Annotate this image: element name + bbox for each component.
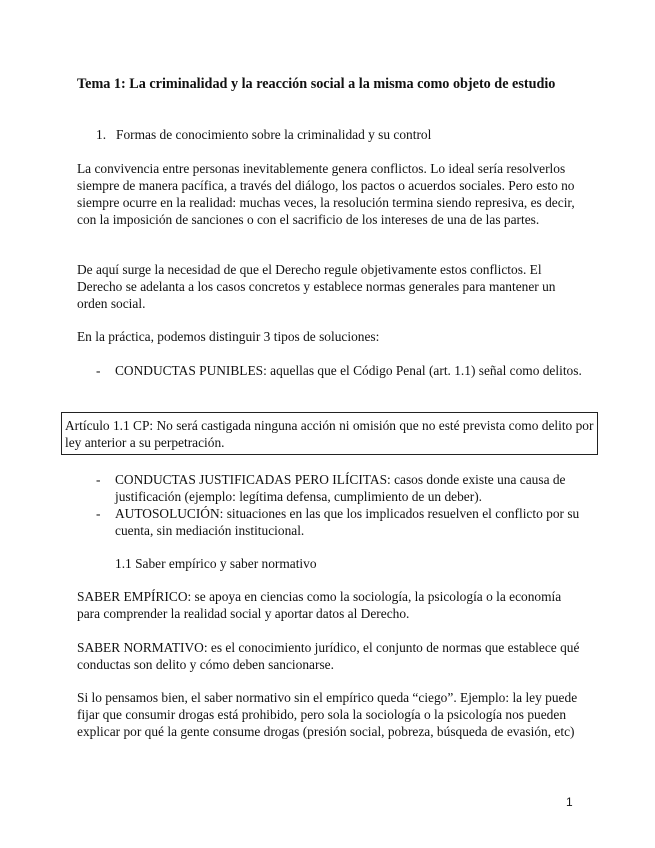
list-item (96, 505, 582, 539)
list-item-text: AUTOSOLUCIÓN: situaciones en las que los implicados resuelven el conflicto por su cuenta, sin mediación institucional. (115, 506, 580, 538)
paragraph: SABER EMPÍRICO: se apoya en ciencias como la sociología, la psicología o la economía para comprender la realidad social y aportar datos al Derecho. (77, 589, 562, 621)
section-number: 1. (96, 127, 107, 142)
list-item-text: CONDUCTAS PUNIBLES: aquellas que el Código Penal (art. 1.1) señal como delitos. (115, 363, 582, 378)
paragraph: De aquí surge la necesidad de que el Derecho regule objetivamente estos conflictos. El Derecho se adelanta a los casos concretos y establece normas generales para mantener un orden social. (77, 262, 556, 311)
paragraph: Si lo pensamos bien, el saber normativo sin el empírico queda “ciego”. Ejemplo: la ley puede fijar que consumir drogas está prohibido, pero sola la sociología o la psicología nos pueden explicar por qué la gente consume drogas (presión social, pobreza, búsqueda de evasión, etc) (77, 690, 578, 739)
section-heading (96, 126, 576, 143)
list-marker: - (96, 472, 101, 487)
list-item (96, 471, 582, 505)
page-number: 1 (566, 795, 573, 809)
solutions-list (96, 471, 582, 539)
paragraph: En la práctica, podemos distinguir 3 tipos de soluciones: (77, 329, 380, 344)
list-marker: - (96, 506, 101, 521)
section-label: Formas de conocimiento sobre la criminalidad y su control (116, 127, 432, 142)
paragraph: SABER NORMATIVO: es el conocimiento jurídico, el conjunto de normas que establece qué conductas son delito y cómo deben sancionarse. (77, 640, 580, 672)
paragraph: La convivencia entre personas inevitablemente genera conflictos. Lo ideal sería resolverlos siempre de manera pacífica, a través del diálogo, los pactos o acuerdos sociales. Pero esto no siempre ocurre en la realidad: muchas veces, la resolución termina siendo represiva, es decir, con la imposición de sanciones o con el sacrificio de los intereses de una de las partes. (77, 161, 575, 227)
list-marker: - (96, 363, 101, 378)
article-box: Artículo 1.1 CP: No será castigada ninguna acción ni omisión que no esté prevista como delito por ley anterior a su perpetración. (61, 412, 598, 455)
solutions-list (96, 362, 582, 379)
list-item (96, 362, 582, 379)
list-item-text: CONDUCTAS JUSTIFICADAS PERO ILÍCITAS: casos donde existe una causa de justificación (ejemplo: legítima defensa, cumplimiento de un deber). (115, 472, 566, 504)
document-title: Tema 1: La criminalidad y la reacción social a la misma como objeto de estudio (77, 76, 556, 92)
subsection-heading: 1.1 Saber empírico y saber normativo (115, 556, 317, 571)
